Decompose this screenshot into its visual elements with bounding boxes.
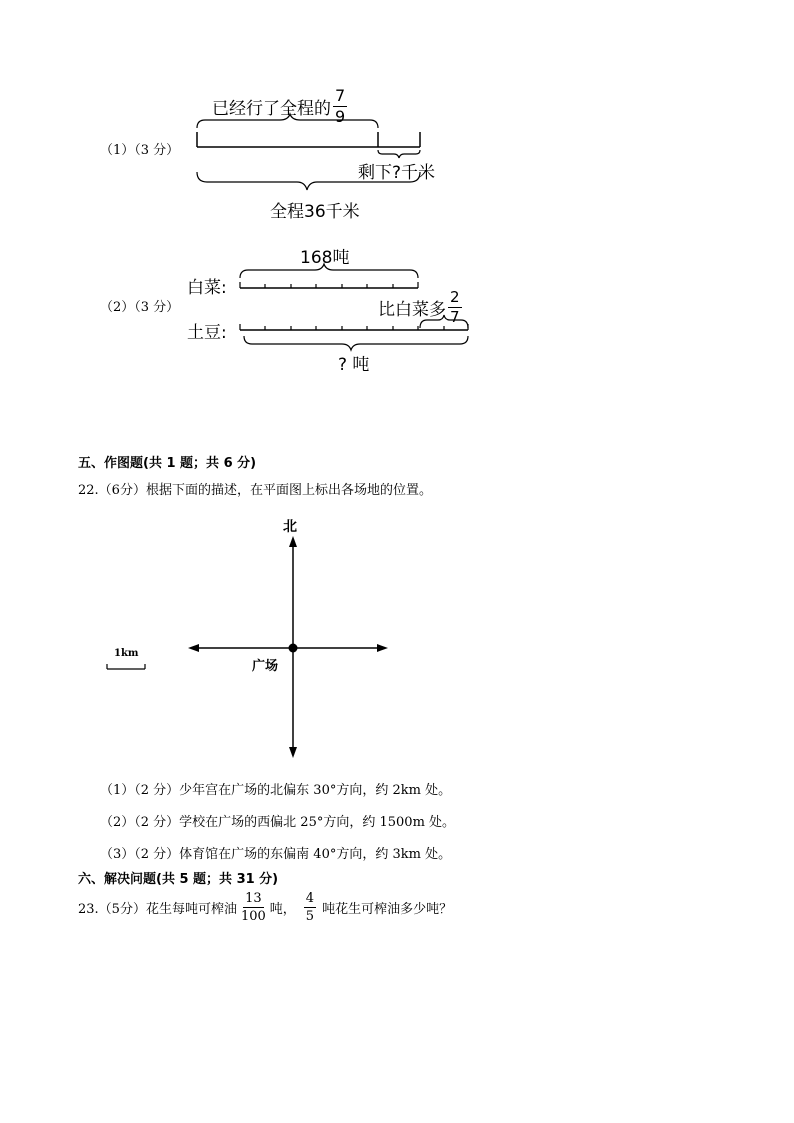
cabbage-brace xyxy=(240,264,418,278)
question-22: 22.（6分）根据下面的描述，在平面图上标出各场地的位置。 xyxy=(78,483,432,498)
square-label: 广场 xyxy=(252,659,279,674)
question-22-item-1: （1）（2 分）少年宫在广场的北偏东 30°方向，约 2km 处。 xyxy=(100,783,452,798)
scale-label: 1km xyxy=(114,648,139,659)
question-23 xyxy=(78,886,452,928)
south-arrow-icon xyxy=(289,747,297,758)
cabbage-amount-label: 168吨 xyxy=(300,248,350,268)
section-5-title: 五、作图题(共 1 题；共 6 分) xyxy=(78,456,257,471)
compare-text: 比白菜多 xyxy=(378,300,446,320)
traveled-text: 已经行了全程的 xyxy=(212,99,331,119)
east-arrow-icon xyxy=(377,644,388,652)
traveled-brace xyxy=(197,114,378,128)
part-label-2: （2）（3 分） xyxy=(100,300,180,315)
part-label-1: （1）（3 分） xyxy=(100,143,180,158)
peanut-amount-den: 5 xyxy=(305,908,315,924)
compare-fraction-num: 2 xyxy=(450,288,460,306)
oil-rate-den: 100 xyxy=(240,908,266,924)
question-23-suffix: 吨花生可榨油多少吨？ xyxy=(322,901,453,917)
west-arrow-icon xyxy=(188,644,199,652)
vegetable-diagram xyxy=(230,262,490,352)
question-22-item-2: （2）（2 分）学校在广场的西偏北 25°方向，约 1500m 处。 xyxy=(100,815,456,830)
potato-bar xyxy=(240,324,468,330)
journey-diagram xyxy=(180,110,460,200)
question-22-item-3: （3）（2 分）体育馆在广场的东偏南 40°方向，约 3km 处。 xyxy=(100,847,452,862)
total-label: 全程36千米 xyxy=(270,202,360,222)
question-23-prefix: 23.（5分）花生每吨可榨油 xyxy=(78,901,237,917)
potato-brace xyxy=(244,336,468,350)
oil-rate-num: 13 xyxy=(245,890,262,906)
square-center-dot xyxy=(289,644,298,653)
traveled-fraction-num: 7 xyxy=(335,86,346,105)
remaining-label: 剩下?千米 xyxy=(358,163,436,183)
compass-plan xyxy=(180,530,400,762)
question-23-mid: 吨， xyxy=(269,901,296,917)
peanut-amount-fraction xyxy=(304,892,316,923)
traveled-fraction-den: 9 xyxy=(335,107,346,126)
section-6-title: 六、解决问题(共 5 题；共 31 分) xyxy=(78,872,279,887)
scale-bar xyxy=(104,662,150,672)
north-arrow-icon xyxy=(289,536,297,547)
compare-fraction-den: 7 xyxy=(450,308,460,326)
remaining-brace xyxy=(378,150,420,158)
north-label: 北 xyxy=(283,519,297,535)
potato-label: 土豆: xyxy=(187,323,227,343)
cabbage-bar xyxy=(240,282,418,288)
peanut-amount-num: 4 xyxy=(305,890,315,906)
potato-unknown-label: ? 吨 xyxy=(338,355,370,375)
cabbage-label: 白菜: xyxy=(187,278,227,298)
oil-rate-fraction xyxy=(241,892,266,923)
